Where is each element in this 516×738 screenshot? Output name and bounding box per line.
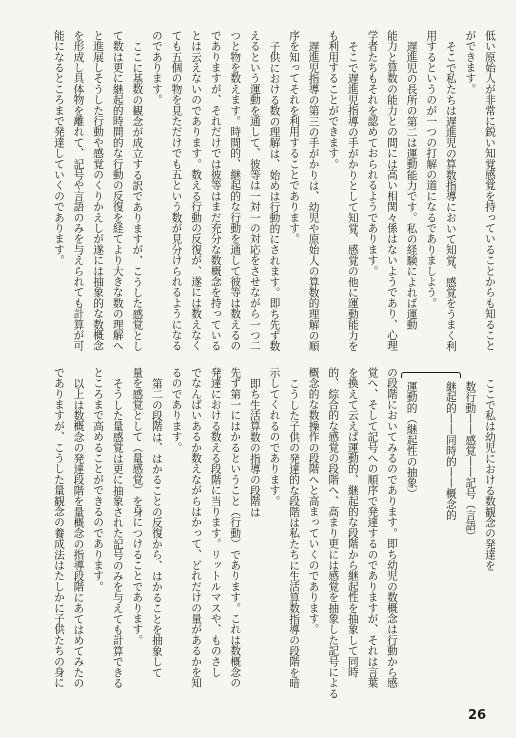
text-column: 先ず第一にはかるということ（行動）であります。これは数概念の — [229, 367, 243, 688]
text-column: とは云えないのであります。数える行動の反復が、遂には数えなく — [190, 30, 204, 351]
upper-text-block — [49, 30, 500, 356]
text-column: 遅進児指導の第三の手がかりは、幼児や原始人の算数的理解の順 — [307, 40, 321, 351]
text-column: ところまで高めることができるのであります。 — [92, 367, 106, 592]
formula-row: 継起的——同時的——概念的 — [444, 380, 458, 520]
text-column: 的、綜合的な感覚の段階へ、高まり更には感覚を抽象した記号による — [327, 367, 341, 699]
text-column: でありますが、こうした量観念の養成法はたしかに子供たちの身に — [52, 367, 66, 688]
text-column: 能力と算数の能力との間には高い相関々係はないようであり、心理 — [386, 30, 400, 351]
text-column: えるという運動を通して、彼等は一対一の対応をさせながら一つ二 — [248, 30, 262, 351]
text-column: ここに基数の観念が成立する訳でありますが、こうした感覚とし — [131, 40, 145, 351]
text-column: 子供における数の理解は、始めは行動的にされます。即ち先ず数 — [268, 40, 282, 351]
text-column: 即ち生活算数の指導の段階は — [248, 377, 262, 517]
text-column: のであります。 — [150, 30, 164, 105]
text-column: 示してくれるのであります。 — [268, 367, 282, 507]
text-column: 遅進児の長所の第二は運動能力です。私の経験によれば運動 — [405, 40, 419, 330]
text-column: ができます。 — [464, 30, 478, 95]
text-column: 能になるところまで発達していくのであります。 — [52, 30, 66, 266]
text-column: 用するというのが一つの打解の道になるでありましよう。 — [425, 30, 439, 309]
text-column: 序を知ってそれを利用することであります。 — [288, 30, 302, 244]
text-column: 覚へ、そして記号への順序で発達するのでありますが、それは言葉 — [366, 367, 380, 688]
text-column: 発達における数える段階に当ります。リットルマスや、ものさし — [209, 367, 223, 678]
text-column: 概念的な数操作の段階へと高まっていくのであります。 — [307, 367, 321, 635]
text-column: つと物を数えます。時間的、継起的な行動を通して彼等は数えるの — [229, 30, 243, 351]
text-column: ても五個の物を見ただけでも五という数が見分けられるようになる — [170, 30, 184, 351]
text-column: そうした量感覚は更に抽象された記号のみを与えても計算できる — [111, 377, 125, 688]
text-column: を換えて云えば運動的、継起的な段階から継起性を抽象して同時 — [346, 367, 360, 678]
formula-row: 数行動——感覚——記号（言語） — [464, 380, 478, 542]
formula-annotations — [422, 367, 442, 707]
text-column: 量を感覚として（量感覚）を身につけることであります。 — [131, 367, 145, 646]
lower-text-block — [49, 367, 500, 707]
text-column: と進展しそうした行動や感覚のくりかえしが遂には抽象的な数概念 — [92, 30, 106, 351]
text-column: でありますが、それだけでは彼等はまだ充分な数概念を持っている — [209, 30, 223, 351]
formula-row: 運動的（継起性の抽象） — [405, 380, 419, 499]
text-column: こうした子供の発達的な段階は私たちに生活算数指導の段階を暗 — [288, 377, 302, 688]
text-column: も利用することができます。 — [327, 30, 341, 170]
text-column: て数は更に継起的時間的な行動の反復を経てより大きな数の理解へ — [111, 30, 125, 351]
text-column: を形成し具体物を離れて、記号や言語のみを与えられても計算が可 — [72, 30, 86, 351]
page-number: 26 — [468, 708, 487, 723]
text-column: でなんばいあるか数えながらはかって、どれだけの量があるかを知 — [190, 367, 204, 688]
text-column: ここで私は幼児における数観念の発達を — [484, 377, 497, 571]
text-column: 以上は数概念の発達段階を量概念の指導段階にあてはめてみたの — [72, 377, 86, 688]
text-column: の段階においてみるのであります。即ち幼児の数概念は行動から感 — [386, 367, 400, 688]
text-column: 低い原始人が非常に鋭い知覚感覚を持っていることからも知ること — [484, 30, 497, 351]
text-column: そこで私たちは遅進児の算数指導において知覚、感覚をうまく利 — [444, 40, 458, 351]
text-column: 第二の段階は、はかることの反復から、はかることを抽象して — [150, 377, 164, 678]
text-column: そこで遅進児指導の手がかりとして知覚、感覚の他に運動能力を — [346, 40, 360, 351]
text-column: るのであります。 — [170, 367, 184, 453]
text-column: 学者たちもそれを認めておられるようであります。 — [366, 30, 380, 277]
